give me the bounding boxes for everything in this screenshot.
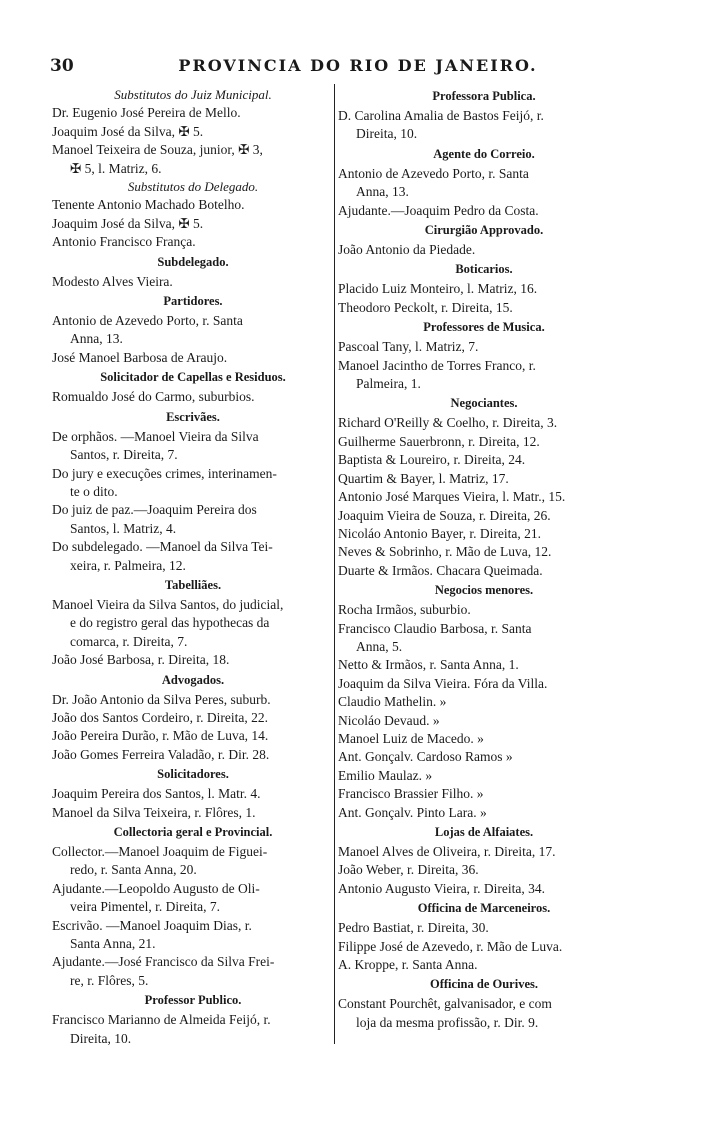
entry-line: Antonio Augusto Vieira, r. Direita, 34. [338, 880, 546, 896]
entry-line: Duarte & Irmãos. Chacara Queimada. [338, 562, 543, 578]
entry-line: Pedro Bastiat, r. Direita, 30. [338, 920, 489, 936]
entry-line: Antonio de Azevedo Porto, r. Santa [52, 313, 243, 329]
section-heading: Solicitadores. [157, 767, 229, 782]
section-heading: Negocios menores. [434, 583, 534, 598]
entry-line: Joaquim José da Silva, ✠ 5. [52, 123, 204, 139]
entry-line: João Weber, r. Direita, 36. [338, 862, 479, 878]
entry-line: Nicoláo Antonio Bayer, r. Direita, 21. [338, 525, 542, 541]
entry-continuation: Direita, 10. [70, 1030, 132, 1046]
section-heading: Professora Publica. [432, 89, 536, 103]
entry-continuation: Direita, 10. [356, 126, 418, 142]
entry-line: Antonio de Azevedo Porto, r. Santa [338, 165, 529, 181]
entry-line: Collector.—Manoel Joaquim de Figuei- [52, 844, 268, 859]
entry-line: Netto & Irmãos, r. Santa Anna, 1. [338, 657, 519, 673]
entry-line: Theodoro Peckolt, r. Direita, 15. [338, 299, 513, 315]
right-column [338, 86, 630, 1032]
entry-line: Ant. Gonçalv. Pinto Lara. » [338, 804, 487, 820]
entry-line: Joaquim Vieira de Souza, r. Direita, 26. [338, 507, 551, 523]
entry-line: Francisco Brassier Filho. » [338, 786, 484, 802]
entry-line: João José Barbosa, r. Direita, 18. [52, 652, 230, 668]
entry-continuation: veira Pimentel, r. Direita, 7. [70, 899, 220, 915]
section-heading: Partidores. [163, 294, 223, 309]
entry-line: Neves & Sobrinho, r. Mão de Luva, 12. [338, 544, 552, 560]
entry-continuation: te o dito. [70, 483, 118, 499]
page-number: 30 [50, 56, 74, 76]
left-column [52, 86, 334, 1048]
entry-continuation: e do registro geral das hypothecas da [70, 615, 270, 631]
entry-continuation: Anna, 5. [356, 638, 403, 654]
entry-continuation: Santos, l. Matriz, 4. [70, 520, 177, 536]
section-heading: Subdelegado. [157, 254, 229, 269]
entry-line: A. Kroppe, r. Santa Anna. [338, 957, 478, 973]
entry-line: Claudio Mathelin. » [338, 694, 447, 710]
entry-line: Guilherme Sauerbronn, r. Direita, 12. [338, 433, 540, 449]
section-heading: Officina de Marceneiros. [417, 901, 551, 916]
entry-line: Joaquim Pereira dos Santos, l. Matr. 4. [52, 786, 261, 802]
section-heading: Solicitador de Capellas e Residuos. [100, 370, 286, 385]
section-heading: Advogados. [161, 672, 225, 687]
entry-line: Francisco Claudio Barbosa, r. Santa [338, 620, 532, 636]
entry-line: João Gomes Ferreira Valadão, r. Dir. 28. [52, 746, 270, 762]
entry-line: Dr. João Antonio da Silva Peres, suburb. [52, 691, 271, 707]
entry-continuation: comarca, r. Direita, 7. [70, 633, 188, 649]
entry-line: Rocha Irmãos, suburbio. [338, 602, 471, 618]
entry-continuation: Anna, 13. [356, 184, 409, 200]
entry-line: Ajudante.—Joaquim Pedro da Costa. [338, 202, 539, 218]
entry-continuation: ✠ 5, l. Matriz, 6. [70, 160, 162, 176]
entry-line: Francisco Marianno de Almeida Feijó, r. [52, 1012, 271, 1028]
entry-line: Manoel Alves de Oliveira, r. Direita, 17. [338, 844, 556, 859]
section-heading: Escrivães. [166, 409, 220, 424]
column-divider [334, 84, 335, 1044]
entry-continuation: re, r. Flôres, 5. [70, 972, 149, 988]
entry-line: Manoel Teixeira de Souza, junior, ✠ 3, [52, 142, 263, 158]
entry-line: Joaquim da Silva Vieira. Fóra da Villa. [338, 675, 548, 691]
entry-line: Filippe José de Azevedo, r. Mão de Luva. [338, 938, 563, 954]
entry-line: Constant Pourchêt, galvanisador, e com [338, 996, 552, 1012]
entry-continuation: xeira, r. Palmeira, 12. [70, 557, 186, 573]
entry-line: Ajudante.—Leopoldo Augusto de Oli- [52, 880, 260, 896]
entry-line: Manoel da Silva Teixeira, r. Flôres, 1. [52, 804, 256, 820]
entry-line: Do jury e execuções crimes, interinamen- [52, 465, 277, 481]
entry-continuation: Santa Anna, 21. [70, 936, 156, 952]
entry-line: João Antonio da Piedade. [338, 242, 476, 258]
section-heading: Professor Publico. [144, 993, 242, 1008]
entry-line: Manoel Jacintho de Torres Franco, r. [338, 357, 536, 373]
entry-continuation: Palmeira, 1. [356, 376, 421, 392]
entry-line: Antonio Francisco França. [52, 234, 196, 250]
entry-line: Do juiz de paz.—Joaquim Pereira dos [52, 502, 257, 518]
section-heading: Boticarios. [455, 262, 513, 277]
entry-line: Nicoláo Devaud. » [338, 712, 440, 728]
entry-line: Escrivão. —Manoel Joaquim Dias, r. [52, 917, 252, 933]
section-heading: Agente do Correio. [433, 146, 535, 161]
entry-line: De orphãos. —Manoel Vieira da Silva [52, 428, 259, 444]
entry-line: Romualdo José do Carmo, suburbios. [52, 389, 255, 405]
entry-continuation: Anna, 13. [70, 331, 123, 347]
entry-line: Baptista & Loureiro, r. Direita, 24. [338, 452, 526, 468]
entry-line: Antonio José Marques Vieira, l. Matr., 15. [338, 489, 566, 505]
entry-line: Do subdelegado. —Manoel da Silva Tei- [52, 539, 273, 555]
entry-line: Dr. Eugenio José Pereira de Mello. [52, 105, 241, 121]
section-heading: Professores de Musica. [423, 320, 545, 335]
entry-line: José Manoel Barbosa de Araujo. [52, 349, 228, 365]
subsection-heading: Substitutos do Juiz Municipal. [114, 87, 272, 102]
section-heading: Negociantes. [450, 396, 518, 411]
page-header [38, 56, 678, 78]
entry-line: Ant. Gonçalv. Cardoso Ramos » [338, 749, 513, 765]
entry-line: Emilio Maulaz. » [338, 767, 433, 783]
entry-line: Richard O'Reilly & Coelho, r. Direita, 3. [338, 415, 558, 431]
section-heading: Collectoria geral e Provincial. [113, 825, 273, 839]
entry-line: João dos Santos Cordeiro, r. Direita, 22. [52, 709, 268, 725]
entry-line: Modesto Alves Vieira. [52, 273, 173, 289]
entry-line: Quartim & Bayer, l. Matriz, 17. [338, 470, 509, 486]
entry-continuation: redo, r. Santa Anna, 20. [70, 862, 197, 878]
entry-continuation: loja da mesma profissão, r. Dir. 9. [356, 1014, 539, 1030]
entry-line: Tenente Antonio Machado Botelho. [52, 197, 245, 213]
entry-line: D. Carolina Amalia de Bastos Feijó, r. [338, 108, 544, 123]
entry-line: Manoel Vieira da Silva Santos, do judicial, [52, 596, 284, 612]
entry-line: Manoel Luiz de Macedo. » [338, 730, 484, 746]
running-title: PROVINCIA DO RIO DE JANEIRO. [178, 56, 538, 75]
section-heading: Lojas de Alfaiates. [434, 825, 534, 839]
section-heading: Tabelliães. [164, 577, 222, 592]
subsection-heading: Substitutos do Delegado. [127, 179, 259, 195]
entry-line: Joaquim José da Silva, ✠ 5. [52, 215, 204, 231]
section-heading: Cirurgião Approvado. [424, 223, 544, 238]
section-heading: Officina de Ourives. [430, 977, 538, 992]
entry-line: João Pereira Durão, r. Mão de Luva, 14. [52, 728, 269, 744]
entry-line: Ajudante.—José Francisco da Silva Frei- [52, 954, 275, 970]
entry-line: Pascoal Tany, l. Matriz, 7. [338, 339, 479, 355]
entry-line: Placido Luiz Monteiro, l. Matriz, 16. [338, 281, 538, 297]
entry-continuation: Santos, r. Direita, 7. [70, 447, 178, 463]
